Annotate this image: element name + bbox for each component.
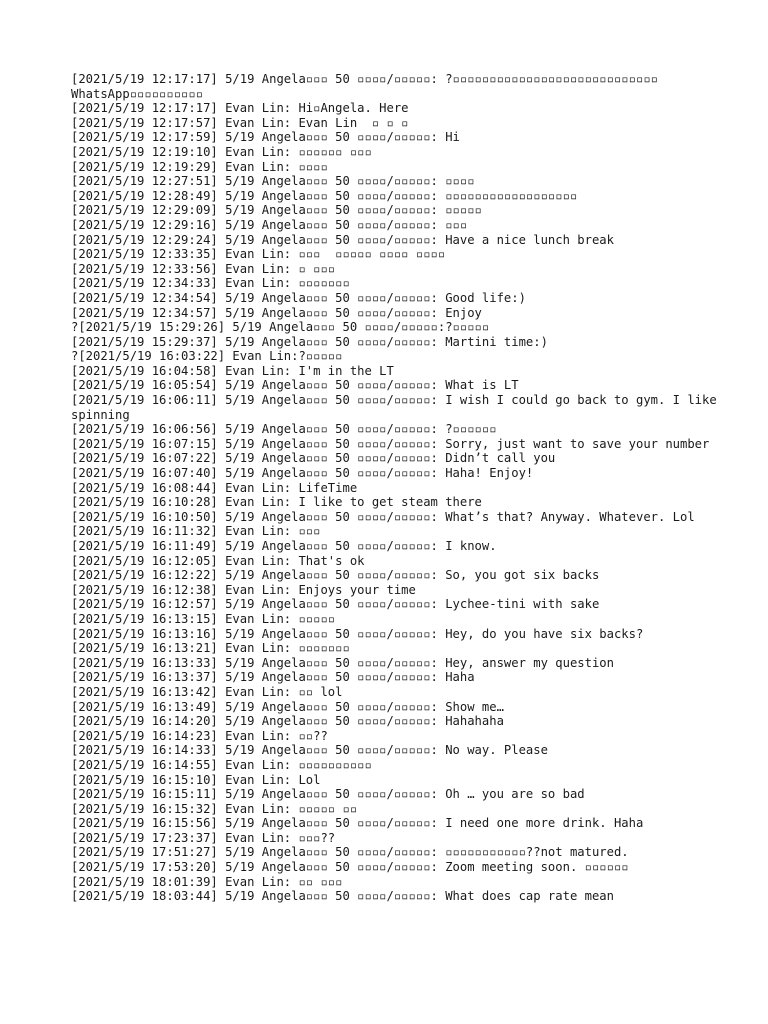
chat-line: [2021/5/19 16:12:38] Evan Lin: Enjoys your time [71, 582, 416, 597]
chat-line: [2021/5/19 16:15:10] Evan Lin: Lol [71, 772, 321, 787]
chat-line: [2021/5/19 16:13:42] Evan Lin: ▫▫ lol [71, 684, 343, 699]
chat-line: [2021/5/19 12:17:17] Evan Lin: Hi▫Angela. Here [71, 101, 409, 116]
chat-log [71, 72, 728, 904]
chat-line: [2021/5/19 16:11:32] Evan Lin: ▫▫▫ [71, 524, 321, 539]
chat-line: [2021/5/19 12:27:51] 5/19 Angela▫▫▫ 50 ▫▫▫▫/▫▫▫▫▫: ▫▫▫▫ [71, 174, 475, 189]
chat-line: [2021/5/19 12:28:49] 5/19 Angela▫▫▫ 50 ▫▫▫▫/▫▫▫▫▫: ▫▫▫▫▫▫▫▫▫▫▫▫▫▫▫▫▫▫ [71, 188, 578, 203]
chat-line: [2021/5/19 16:11:49] 5/19 Angela▫▫▫ 50 ▫▫▫▫/▫▫▫▫▫: I know. [71, 539, 497, 553]
chat-line: [2021/5/19 16:14:23] Evan Lin: ▫▫?? [71, 728, 328, 743]
chat-line: [2021/5/19 16:15:56] 5/19 Angela▫▫▫ 50 ▫▫▫▫/▫▫▫▫▫: I need one more drink. Haha [71, 816, 644, 831]
chat-line: [2021/5/19 16:14:33] 5/19 Angela▫▫▫ 50 ▫▫▫▫/▫▫▫▫▫: No way. Please [71, 743, 548, 758]
chat-line: [2021/5/19 16:13:49] 5/19 Angela▫▫▫ 50 ▫▫▫▫/▫▫▫▫▫: Show me… [71, 699, 504, 714]
chat-line: [2021/5/19 16:08:44] Evan Lin: LifeTime [71, 480, 358, 495]
chat-line: [2021/5/19 15:29:37] 5/19 Angela▫▫▫ 50 ▫▫▫▫/▫▫▫▫▫: Martini time:) [71, 334, 548, 349]
chat-line: [2021/5/19 16:12:57] 5/19 Angela▫▫▫ 50 ▫▫▫▫/▫▫▫▫▫: Lychee-tini with sake [71, 597, 600, 612]
chat-line: [2021/5/19 16:12:22] 5/19 Angela▫▫▫ 50 ▫▫▫▫/▫▫▫▫▫: So, you got six backs [71, 568, 600, 583]
chat-line: [2021/5/19 16:07:40] 5/19 Angela▫▫▫ 50 ▫▫▫▫/▫▫▫▫▫: Haha! Enjoy! [71, 466, 534, 481]
chat-line: [2021/5/19 12:17:57] Evan Lin: Evan Lin ▫ ▫ ▫ [71, 115, 409, 130]
chat-line: [2021/5/19 16:13:15] Evan Lin: ▫▫▫▫▫ [71, 611, 336, 626]
chat-line: [2021/5/19 16:07:22] 5/19 Angela▫▫▫ 50 ▫▫▫▫/▫▫▫▫▫: Didn’t call you [71, 451, 556, 466]
chat-line: [2021/5/19 16:04:58] Evan Lin: I'm in the LT [71, 363, 394, 378]
chat-line: [2021/5/19 12:17:59] 5/19 Angela▫▫▫ 50 ▫▫▫▫/▫▫▫▫▫: Hi [71, 130, 460, 145]
chat-line: [2021/5/19 12:34:33] Evan Lin: ▫▫▫▫▫▫▫ [71, 276, 350, 291]
chat-line: [2021/5/19 16:12:05] Evan Lin: That's ok [71, 553, 365, 568]
chat-line: [2021/5/19 16:13:21] Evan Lin: ▫▫▫▫▫▫▫ [71, 641, 350, 656]
chat-line: ?[2021/5/19 16:03:22] Evan Lin:?▫▫▫▫▫ [71, 349, 343, 364]
chat-line: [2021/5/19 16:10:28] Evan Lin: I like to get steam there [71, 495, 482, 510]
chat-line: [2021/5/19 16:14:55] Evan Lin: ▫▫▫▫▫▫▫▫▫▫ [71, 757, 372, 772]
chat-line: [2021/5/19 16:10:50] 5/19 Angela▫▫▫ 50 ▫▫▫▫/▫▫▫▫▫: What’s that? Anyway. Whatever. Lol [71, 509, 695, 524]
chat-line: [2021/5/19 12:17:17] 5/19 Angela▫▫▫ 50 ▫▫▫▫/▫▫▫▫▫: ?▫▫▫▫▫▫▫▫▫▫▫▫▫▫▫▫▫▫▫▫▫▫▫▫▫▫▫▫ WhatsApp▫▫▫▫▫▫▫▫▫▫ [71, 72, 666, 101]
chat-line: [2021/5/19 12:33:35] Evan Lin: ▫▫▫ ▫▫▫▫▫ ▫▫▫▫ ▫▫▫▫ [71, 247, 446, 262]
chat-line: [2021/5/19 12:29:24] 5/19 Angela▫▫▫ 50 ▫▫▫▫/▫▫▫▫▫: Have a nice lunch break [71, 232, 614, 247]
chat-line: [2021/5/19 16:13:37] 5/19 Angela▫▫▫ 50 ▫▫▫▫/▫▫▫▫▫: Haha [71, 670, 475, 685]
chat-line: ?[2021/5/19 15:29:26] 5/19 Angela▫▫▫ 50 ▫▫▫▫/▫▫▫▫▫:?▫▫▫▫▫ [71, 320, 490, 335]
chat-line: [2021/5/19 17:53:20] 5/19 Angela▫▫▫ 50 ▫▫▫▫/▫▫▫▫▫: Zoom meeting soon. ▫▫▫▫▫▫ [71, 860, 629, 875]
chat-line: [2021/5/19 18:03:44] 5/19 Angela▫▫▫ 50 ▫▫▫▫/▫▫▫▫▫: What does cap rate mean [71, 889, 614, 904]
chat-line: [2021/5/19 12:34:54] 5/19 Angela▫▫▫ 50 ▫▫▫▫/▫▫▫▫▫: Good life:) [71, 290, 526, 305]
chat-line: [2021/5/19 16:15:32] Evan Lin: ▫▫▫▫▫ ▫▫ [71, 801, 358, 816]
chat-line: [2021/5/19 16:14:20] 5/19 Angela▫▫▫ 50 ▫▫▫▫/▫▫▫▫▫: Hahahaha [71, 714, 504, 729]
chat-line: [2021/5/19 16:13:33] 5/19 Angela▫▫▫ 50 ▫▫▫▫/▫▫▫▫▫: Hey, answer my question [71, 655, 614, 670]
chat-line: [2021/5/19 18:01:39] Evan Lin: ▫▫ ▫▫▫ [71, 874, 343, 889]
chat-line: [2021/5/19 12:19:29] Evan Lin: ▫▫▫▫ [71, 159, 328, 174]
chat-line: [2021/5/19 12:29:09] 5/19 Angela▫▫▫ 50 ▫▫▫▫/▫▫▫▫▫: ▫▫▫▫▫ [71, 203, 482, 218]
chat-line: [2021/5/19 16:06:11] 5/19 Angela▫▫▫ 50 ▫▫▫▫/▫▫▫▫▫: I wish I could go back to gym. I like spinning [71, 393, 725, 422]
chat-line: [2021/5/19 16:07:15] 5/19 Angela▫▫▫ 50 ▫▫▫▫/▫▫▫▫▫: Sorry, just want to save your number [71, 436, 710, 451]
chat-line: [2021/5/19 16:05:54] 5/19 Angela▫▫▫ 50 ▫▫▫▫/▫▫▫▫▫: What is LT [71, 378, 519, 393]
chat-line: [2021/5/19 16:15:11] 5/19 Angela▫▫▫ 50 ▫▫▫▫/▫▫▫▫▫: Oh … you are so bad [71, 787, 585, 802]
chat-line: [2021/5/19 12:34:57] 5/19 Angela▫▫▫ 50 ▫▫▫▫/▫▫▫▫▫: Enjoy [71, 305, 482, 320]
chat-line: [2021/5/19 16:13:16] 5/19 Angela▫▫▫ 50 ▫▫▫▫/▫▫▫▫▫: Hey, do you have six backs? [71, 626, 644, 641]
chat-line: [2021/5/19 16:06:56] 5/19 Angela▫▫▫ 50 ▫▫▫▫/▫▫▫▫▫: ?▫▫▫▫▫▫ [71, 422, 497, 437]
chat-line: [2021/5/19 12:29:16] 5/19 Angela▫▫▫ 50 ▫▫▫▫/▫▫▫▫▫: ▫▫▫ [71, 217, 468, 232]
chat-line: [2021/5/19 12:33:56] Evan Lin: ▫ ▫▫▫ [71, 261, 336, 276]
chat-line: [2021/5/19 17:51:27] 5/19 Angela▫▫▫ 50 ▫▫▫▫/▫▫▫▫▫: ▫▫▫▫▫▫▫▫▫▫▫??not matured. [71, 845, 629, 860]
chat-line: [2021/5/19 12:19:10] Evan Lin: ▫▫▫▫▫▫ ▫▫▫ [71, 144, 372, 159]
chat-line: [2021/5/19 17:23:37] Evan Lin: ▫▫▫?? [71, 830, 336, 845]
